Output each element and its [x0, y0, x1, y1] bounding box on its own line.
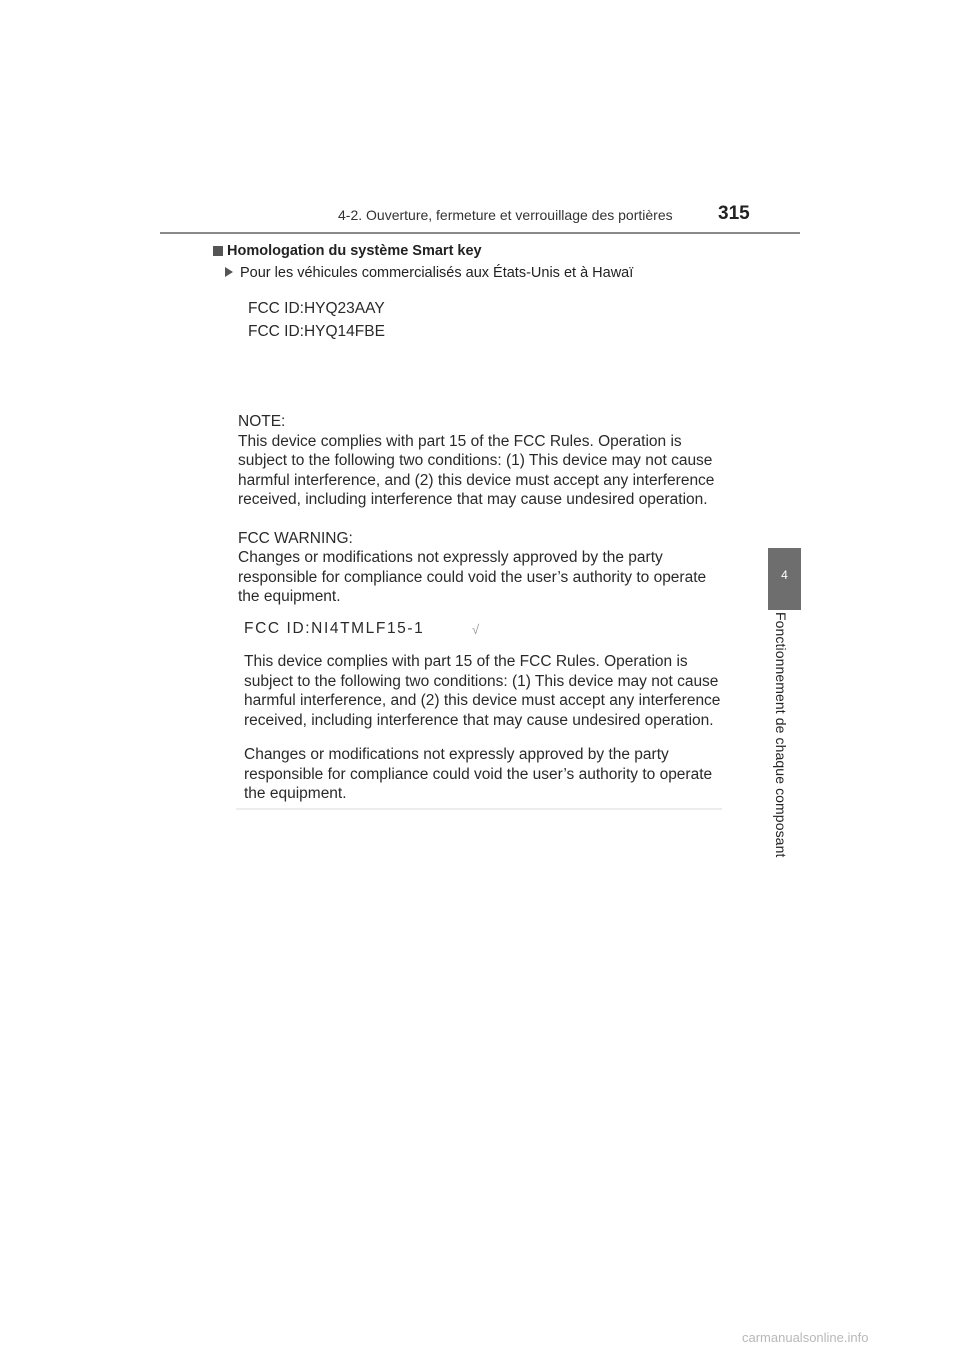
compliance-line: received, including interference that may cause undesired operation.	[244, 711, 714, 729]
check-mark-icon: √	[472, 622, 480, 637]
section-heading-text: Homologation du système Smart key	[227, 243, 482, 259]
subsection-heading-text: Pour les véhicules commercialisés aux États-Unis et à Hawaï	[240, 265, 634, 281]
warning-line: Changes or modifications not expressly approved by the party	[238, 549, 663, 566]
scan-artifact-divider	[236, 808, 722, 810]
fcc-label-image-2-paragraph-1	[244, 652, 720, 730]
note-line: harmful interference, and (2) this device must accept any interference	[238, 471, 715, 489]
fcc-label-image-2-paragraph-2	[244, 745, 712, 804]
fcc-id-label: FCC ID:NI4TMLF15-1	[244, 620, 425, 637]
warning-line: the equipment.	[244, 785, 347, 802]
note-heading: NOTE:	[238, 413, 286, 430]
compliance-line: harmful interference, and (2) this device must accept any interference	[244, 692, 721, 709]
warning-line: Changes or modifications not expressly approved by the party	[244, 746, 669, 763]
warning-line: responsible for compliance could void the user’s authority to operate	[238, 568, 707, 586]
chapter-title: 4-2. Ouverture, fermeture et verrouillage des portières	[338, 207, 673, 223]
compliance-line: subject to the following two conditions: (1) This device may not cause	[244, 672, 719, 690]
watermark: carmanualsonline.info	[742, 1330, 869, 1345]
page-number: 315	[718, 203, 750, 224]
square-bullet-icon	[213, 246, 223, 256]
triangle-bullet-icon	[225, 267, 233, 277]
note-line: subject to the following two conditions: (1) This device may not cause	[238, 452, 713, 469]
compliance-line: This device complies with part 15 of the FCC Rules. Operation is	[244, 653, 688, 670]
fcc-id-line: FCC ID:HYQ23AAY	[248, 300, 385, 317]
fcc-id-line: FCC ID:HYQ14FBE	[248, 323, 385, 340]
warning-heading: FCC WARNING:	[238, 529, 353, 547]
warning-line: the equipment.	[238, 588, 341, 605]
note-line: This device complies with part 15 of the FCC Rules. Operation is	[238, 432, 682, 450]
fcc-label-image-1	[238, 412, 714, 607]
note-line: received, including interference that may cause undesired operation.	[238, 491, 708, 508]
section-heading	[213, 243, 482, 259]
chapter-tab-label: Fonctionnement de chaque composant	[773, 612, 789, 858]
header-rule	[160, 232, 800, 234]
warning-line: responsible for compliance could void the user’s authority to operate	[244, 765, 713, 783]
chapter-tab	[768, 548, 801, 610]
chapter-tab-number: 4	[781, 568, 788, 582]
subsection-heading	[225, 265, 633, 281]
